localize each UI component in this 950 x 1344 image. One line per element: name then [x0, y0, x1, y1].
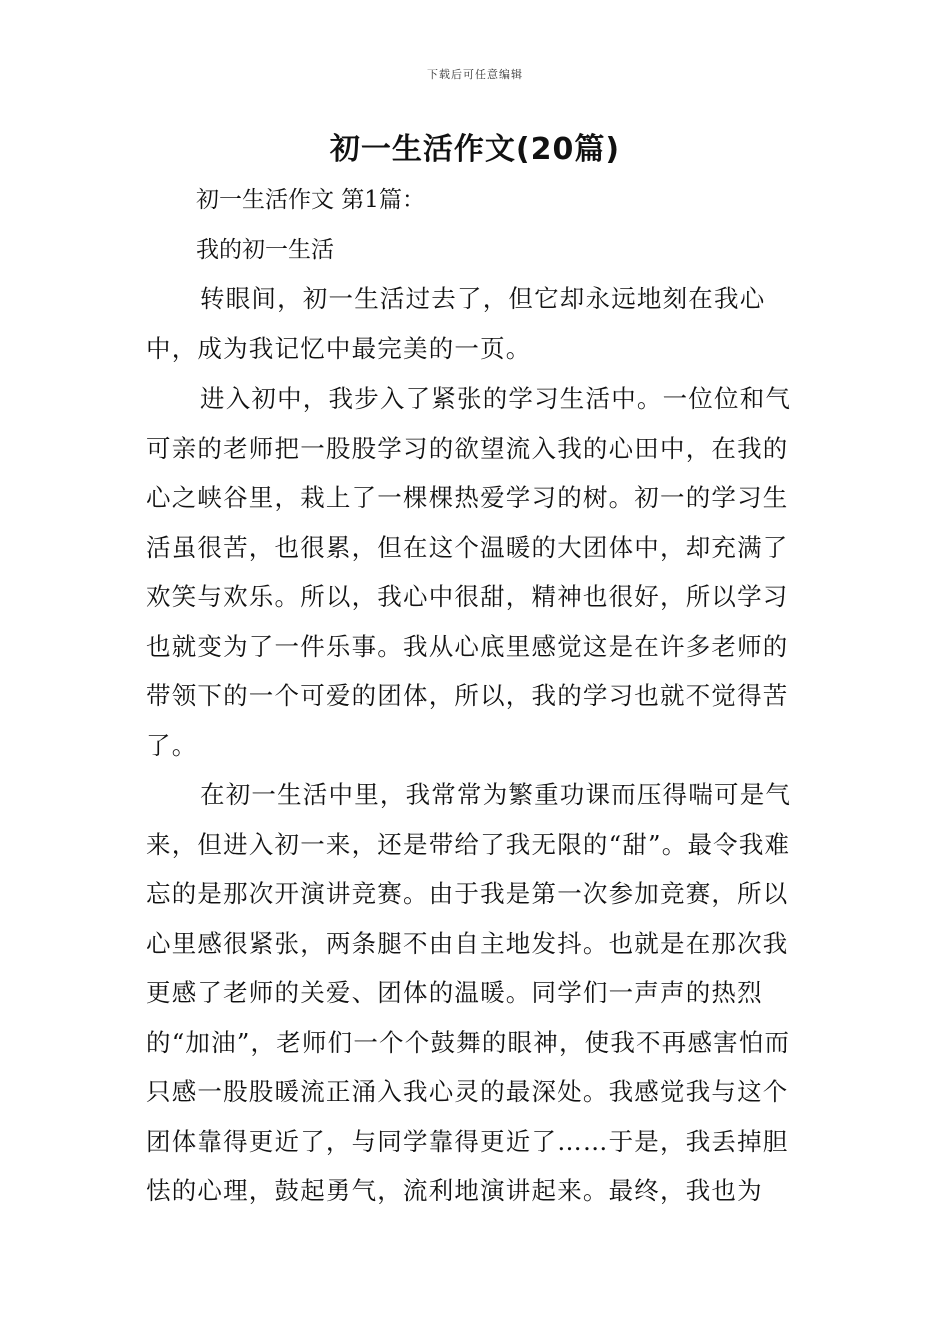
paragraph-1-text: 转眼间，初一生活过去了，但它却永远地刻在我心中，成为我记忆中最完美的一页。 [146, 284, 766, 363]
document-title: 初一生活作文(20篇) [329, 132, 621, 167]
paragraph-2 [146, 374, 806, 770]
paragraph-1 [146, 274, 806, 373]
paragraph-2-text: 进入初中，我步入了紧张的学习生活中。一位位和气可亲的老师把一股股学习的欲望流入我的心田中，在我的心之峡谷里，栽上了一棵棵热爱学习的树。初一的学习生活虽很苦，也很累，但在这个温暖的大团体中，却充满了欢笑与欢乐。所以，我心中很甜，精神也很好，所以学习也就变为了一件乐事。我从心底里感觉这是在许多老师的带领下的一个可爱的团体，所以，我的学习也就不觉得苦了。 [146, 384, 792, 760]
paragraph-3-text: 在初一生活中里，我常常为繁重功课而压得喘可是气来，但进入初一来，还是带给了我无限的“甜”。最令我难忘的是那次开演讲竞赛。由于我是第一次参加竞赛，所以心里感很紧张，两条腿不由自主地发抖。也就是在那次我更感了老师的关爱、团体的温暖。同学们一声声的热烈的“加油”，老师们一个个鼓舞的眼神，使我不再感害怕而只感一股股暖流正涌入我心灵的最深处。我感觉我与这个团体靠得更近了，与同学靠得更近了……于是，我丢掉胆怯的心理，鼓起勇气，流利地演讲起来。最终，我也为 [146, 780, 792, 1205]
section-heading: 初一生活作文 第1篇： [196, 187, 425, 213]
paragraph-3 [146, 770, 806, 1216]
header-note: 下载后可任意编辑 [427, 68, 523, 81]
essay-title: 我的初一生活 [196, 237, 334, 263]
